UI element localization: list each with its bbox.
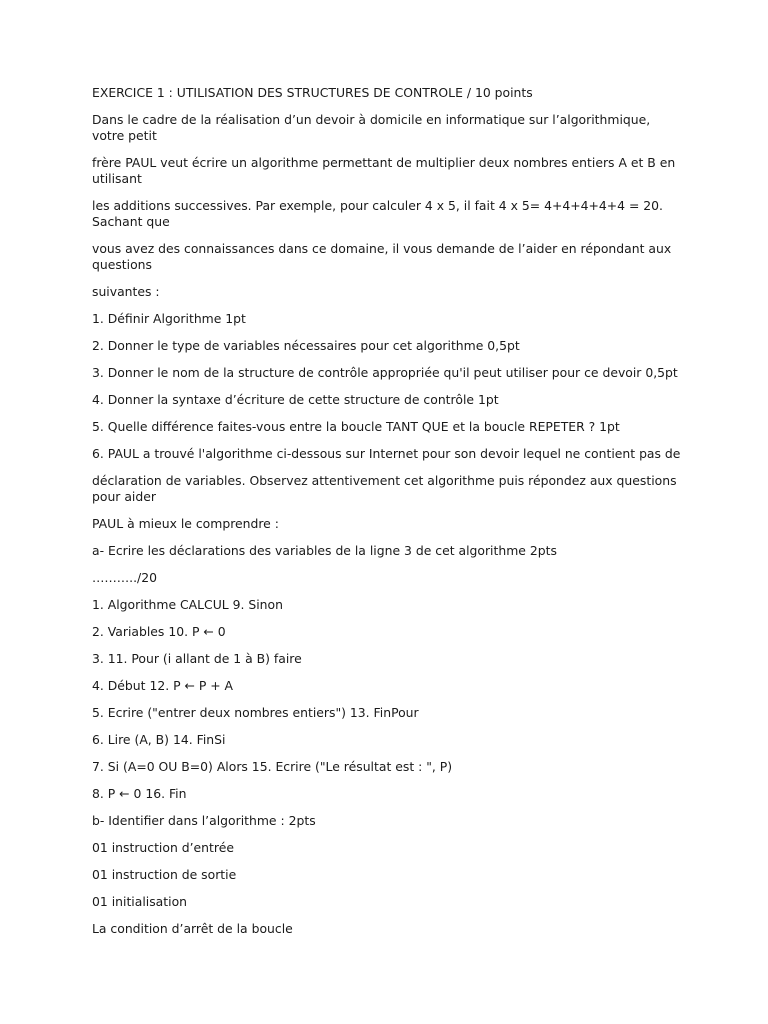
sub-question: b- Identifier dans l’algorithme : 2pts (92, 813, 316, 828)
paragraph: déclaration de variables. Observez attentivement cet algorithme puis répondez aux questions pour aider (92, 473, 677, 504)
exercise-title: EXERCICE 1 : UTILISATION DES STRUCTURES DE CONTROLE / 10 points (92, 85, 533, 100)
list-item: 01 initialisation (92, 894, 188, 909)
question-item: 5. Quelle différence faites-vous entre la boucle TANT QUE et la boucle REPETER ? 1pt (92, 419, 620, 434)
list-item: La condition d’arrêt de la boucle (92, 921, 293, 936)
sub-question: a- Ecrire les déclarations des variables de la ligne 3 de cet algorithme 2pts (92, 543, 557, 558)
paragraph: suivantes : (92, 284, 160, 299)
list-item: 01 instruction de sortie (92, 867, 237, 882)
algorithm-line: 3. 11. Pour (i allant de 1 à B) faire (92, 651, 302, 666)
question-item: 3. Donner le nom de la structure de contrôle appropriée qu'il peut utiliser pour ce devoir 0,5pt (92, 365, 678, 380)
algorithm-line: 4. Début 12. P ← P + A (92, 678, 234, 693)
paragraph: frère PAUL veut écrire un algorithme permettant de multiplier deux nombres entiers A et B en utilisant (92, 155, 676, 186)
algorithm-line: 8. P ← 0 16. Fin (92, 786, 187, 801)
question-item: 6. PAUL a trouvé l'algorithme ci-dessous sur Internet pour son devoir lequel ne contient pas de (92, 446, 681, 461)
algorithm-line: 7. Si (A=0 OU B=0) Alors 15. Ecrire ("Le résultat est : ", P) (92, 759, 453, 774)
paragraph: PAUL à mieux le comprendre : (92, 516, 279, 531)
list-item: 01 instruction d’entrée (92, 840, 234, 855)
algorithm-line: 1. Algorithme CALCUL 9. Sinon (92, 597, 283, 612)
document-body (92, 85, 682, 948)
question-item: 2. Donner le type de variables nécessaires pour cet algorithme 0,5pt (92, 338, 520, 353)
algorithm-line: 6. Lire (A, B) 14. FinSi (92, 732, 226, 747)
algorithm-line: 5. Ecrire ("entrer deux nombres entiers") 13. FinPour (92, 705, 419, 720)
paragraph: Dans le cadre de la réalisation d’un devoir à domicile en informatique sur l’algorithmique, votre petit (92, 112, 651, 143)
question-item: 1. Définir Algorithme 1pt (92, 311, 246, 326)
paragraph: les additions successives. Par exemple, pour calculer 4 x 5, il fait 4 x 5= 4+4+4+4+4 = 20. Sachant que (92, 198, 663, 229)
algorithm-line: 2. Variables 10. P ← 0 (92, 624, 226, 639)
paragraph: vous avez des connaissances dans ce domaine, il vous demande de l’aider en répondant aux questions (92, 241, 672, 272)
question-item: 4. Donner la syntaxe d’écriture de cette structure de contrôle 1pt (92, 392, 499, 407)
score-line: ………../20 (92, 570, 157, 585)
